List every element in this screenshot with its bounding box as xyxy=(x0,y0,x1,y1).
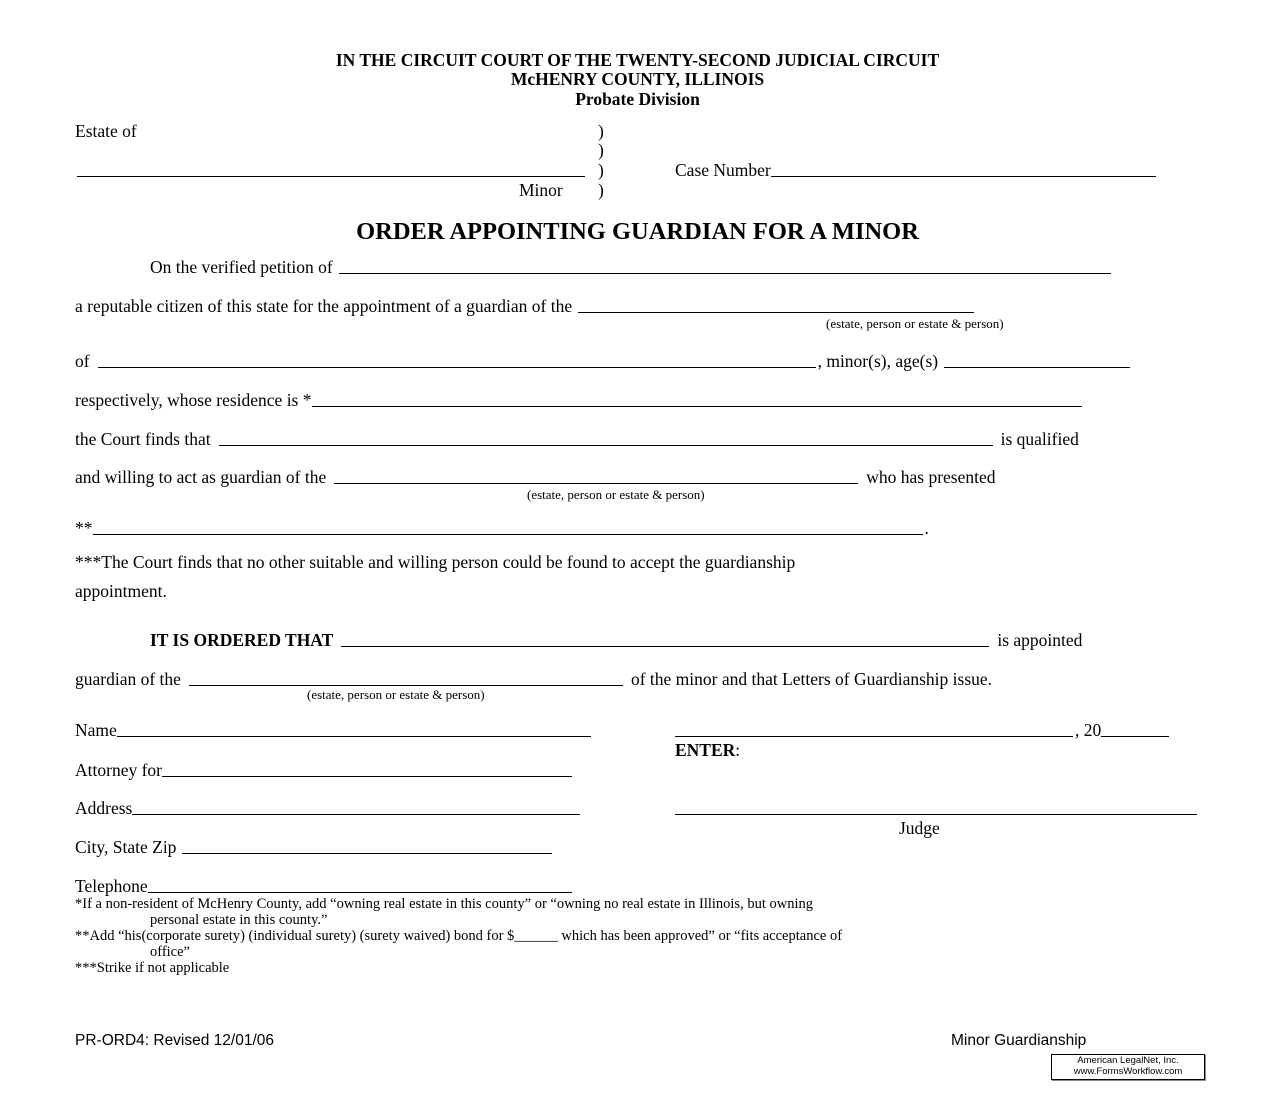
american-legalnet-logo xyxy=(1051,1054,1205,1080)
willing-label: and willing to act as guardian of the xyxy=(75,467,327,487)
presented-label: who has presented xyxy=(866,467,996,487)
attorney-for-label: Attorney for xyxy=(75,760,162,780)
case-number-label: Case Number xyxy=(675,160,771,180)
ages-field[interactable] xyxy=(944,351,1130,368)
period: . xyxy=(924,518,929,538)
residence-field[interactable] xyxy=(312,390,1082,407)
guardianship-type-field-2[interactable] xyxy=(334,467,858,484)
guardianship-type-hint: (estate, person or estate & person) xyxy=(826,316,1004,331)
ages-label: , minor(s), age(s) xyxy=(817,351,939,371)
double-asterisk: ** xyxy=(75,518,93,538)
appointment-label: a reputable citizen of this state for the appointment of a guardian of the xyxy=(75,296,573,316)
judge-label: Judge xyxy=(899,818,940,838)
caption-paren: ) xyxy=(598,121,604,141)
guardian-of-label: guardian of the xyxy=(75,669,181,689)
court-heading: IN THE CIRCUIT COURT OF THE TWENTY-SECOND JUDICIAL CIRCUIT xyxy=(335,50,940,70)
appointed-guardian-field[interactable] xyxy=(341,630,989,647)
address-label: Address xyxy=(75,798,133,818)
petition-label: On the verified petition of xyxy=(150,257,333,277)
guardianship-type-field[interactable] xyxy=(578,296,974,313)
guardian-name-field[interactable] xyxy=(219,429,993,446)
minor-name-field[interactable] xyxy=(77,160,585,177)
document-title: ORDER APPOINTING GUARDIAN FOR A MINOR xyxy=(356,218,919,245)
attorney-for-field[interactable] xyxy=(162,760,572,777)
county-heading: McHENRY COUNTY, ILLINOIS xyxy=(510,69,765,89)
caption-paren: ) xyxy=(598,140,604,160)
city-state-zip-field[interactable] xyxy=(182,837,552,854)
name-label: Name xyxy=(75,720,117,740)
form-category: Minor Guardianship xyxy=(951,1032,1087,1049)
year-label: , 20 xyxy=(1075,720,1102,740)
no-suitable-person-text: ***The Court finds that no other suitable and willing person could be found to accept the guardianship xyxy=(75,552,796,572)
telephone-field[interactable] xyxy=(148,876,572,893)
year-field[interactable] xyxy=(1101,720,1169,737)
footnote-3: ***Strike if not applicable xyxy=(75,960,230,976)
footnote-2: **Add “his(corporate surety) (individual surety) (surety waived) bond for $______ which has been approved” or “fits acceptance of xyxy=(75,928,843,944)
residence-label: respectively, whose residence is * xyxy=(75,390,312,410)
letters-label: of the minor and that Letters of Guardianship issue. xyxy=(630,669,993,689)
appointed-label: is appointed xyxy=(997,630,1083,650)
case-number-field[interactable] xyxy=(771,160,1156,177)
bond-field[interactable] xyxy=(93,518,923,535)
estate-of-label: Estate of xyxy=(75,121,137,141)
judge-signature-field[interactable] xyxy=(675,798,1197,815)
minor-label: Minor xyxy=(519,180,563,200)
footnotes xyxy=(75,896,1201,976)
qualified-label: is qualified xyxy=(1000,429,1079,449)
minor-names-field[interactable] xyxy=(98,351,816,368)
form-id: PR-ORD4: Revised 12/01/06 xyxy=(75,1032,275,1049)
caption-paren: ) xyxy=(598,160,604,180)
enter-label: ENTER xyxy=(675,740,736,760)
telephone-label: Telephone xyxy=(75,876,148,896)
footnote-2-cont: office” xyxy=(150,944,190,960)
guardianship-type-hint: (estate, person or estate & person) xyxy=(527,487,705,502)
ordered-label: IT IS ORDERED THAT xyxy=(150,630,334,650)
enter-colon: : xyxy=(735,740,741,760)
date-field[interactable] xyxy=(675,720,1073,737)
footnote-1: *If a non-resident of McHenry County, add “owning real estate in this county” or “owning no real estate in Illinois, but owning xyxy=(75,896,813,912)
logo-line-1: American LegalNet, Inc. xyxy=(1077,1055,1179,1066)
name-field[interactable] xyxy=(117,720,591,737)
guardianship-type-field-3[interactable] xyxy=(189,669,623,686)
division-heading: Probate Division xyxy=(575,89,700,109)
footnote-1-cont: personal estate in this county.” xyxy=(150,912,328,928)
caption-paren: ) xyxy=(598,180,604,200)
address-field[interactable] xyxy=(132,798,580,815)
petitioner-field[interactable] xyxy=(339,257,1111,274)
logo-line-2: www.FormsWorkflow.com xyxy=(1073,1066,1183,1077)
city-state-zip-label: City, State Zip xyxy=(75,837,177,857)
court-finds-label: the Court finds that xyxy=(75,429,211,449)
guardianship-type-hint: (estate, person or estate & person) xyxy=(307,687,485,702)
of-label: of xyxy=(75,351,90,371)
appointment-text: appointment. xyxy=(75,581,167,601)
